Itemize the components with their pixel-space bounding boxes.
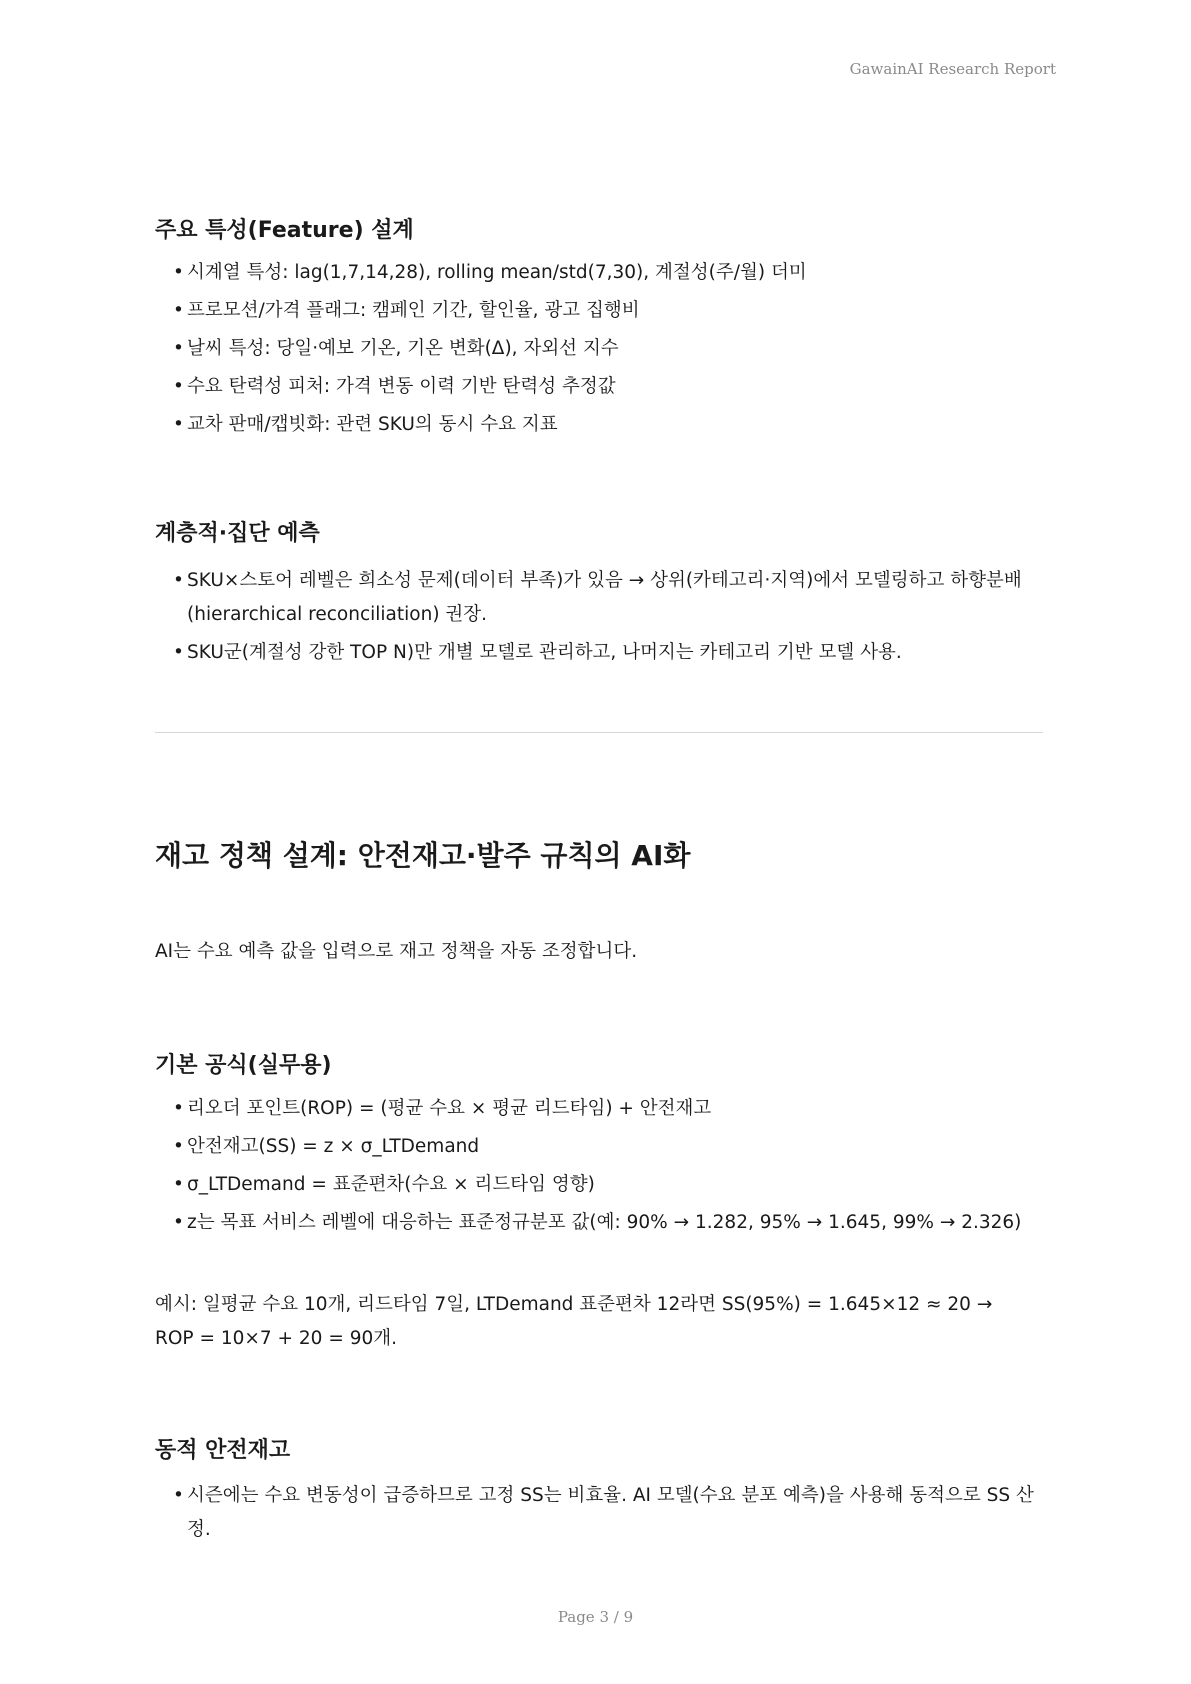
- page-number: Page 3 / 9: [557, 1608, 634, 1626]
- policy-intro: AI는 수요 예측 값을 입력으로 재고 정책을 자동 조정합니다.: [155, 941, 638, 962]
- section-title-dynamic: 동적 안전재고: [155, 1438, 291, 1463]
- formula-example: 예시: 일평균 수요 10개, 리드타임 7일, LTDemand 표준편차 12라면 SS(95%) = 1.645×12 ≈ 20 → ROP = 10×7 + 20 = 90개.: [155, 1294, 993, 1349]
- list-item: • 리오더 포인트(ROP) = (평균 수요 × 평균 리드타임) + 안전재고: [173, 1092, 1035, 1126]
- hierarchical-list: [173, 564, 1035, 674]
- section-title-formula: 기본 공식(실무용): [155, 1053, 332, 1078]
- list-item: • z는 목표 서비스 레벨에 대응하는 표준정규분포 값(예: 90% → 1.282, 95% → 1.645, 99% → 2.326): [173, 1206, 1035, 1240]
- list-item: • 수요 탄력성 피처: 가격 변동 이력 기반 탄력성 추정값: [173, 370, 1035, 404]
- list-item: • 안전재고(SS) = z × σ_LTDemand: [173, 1130, 1035, 1164]
- section-title-hierarchical: 계층적·집단 예측: [155, 521, 320, 546]
- features-list: [173, 256, 1035, 446]
- dynamic-list: [173, 1479, 1035, 1551]
- list-item: • 시즌에는 수요 변동성이 급증하므로 고정 SS는 비효율. AI 모델(수요 분포 예측)을 사용해 동적으로 SS 산정.: [173, 1479, 1035, 1547]
- section-title-policy: 재고 정책 설계: 안전재고·발주 규칙의 AI화: [155, 839, 691, 872]
- section-title-features: 주요 특성(Feature) 설계: [155, 218, 414, 243]
- list-item: • 교차 판매/캡빗화: 관련 SKU의 동시 수요 지표: [173, 408, 1035, 442]
- section-divider: [155, 732, 1043, 733]
- list-item: • σ_LTDemand = 표준편차(수요 × 리드타임 영향): [173, 1168, 1035, 1202]
- formula-list: [173, 1092, 1035, 1244]
- report-brand-header: GawainAI Research Report: [849, 60, 1056, 78]
- list-item: • 날씨 특성: 당일·예보 기온, 기온 변화(Δ), 자외선 지수: [173, 332, 1035, 366]
- list-item: • 시계열 특성: lag(1,7,14,28), rolling mean/std(7,30), 계절성(주/월) 더미: [173, 256, 1035, 290]
- list-item: • 프로모션/가격 플래그: 캠페인 기간, 할인율, 광고 집행비: [173, 294, 1035, 328]
- list-item: • SKU×스토어 레벨은 희소성 문제(데이터 부족)가 있음 → 상위(카테고리·지역)에서 모델링하고 하향분배(hierarchical reconciliation) 권장.: [173, 564, 1035, 632]
- list-item: • SKU군(계절성 강한 TOP N)만 개별 모델로 관리하고, 나머지는 카테고리 기반 모델 사용.: [173, 636, 1035, 670]
